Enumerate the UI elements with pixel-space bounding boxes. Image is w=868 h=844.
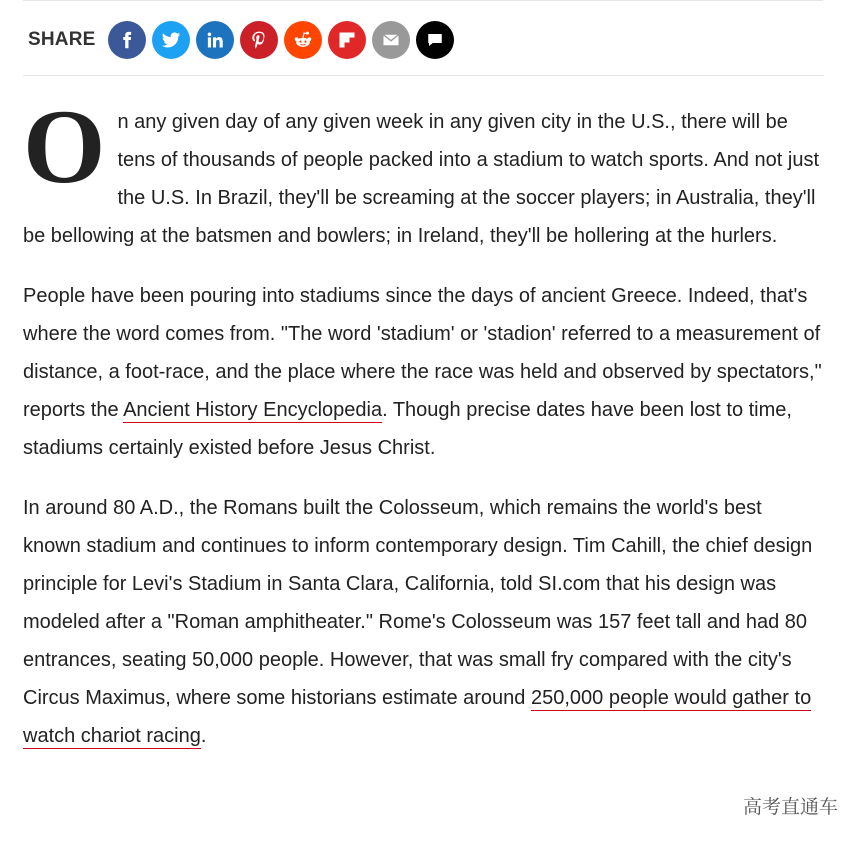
paragraph-intro-text: n any given day of any given week in any given city in the U.S., there will be tens of thousands of people packed into a stadium to watch sports. And not just the U.S. In Brazil, they'll be screaming at the soccer players; in Australia, they'll be bellowing at the batsmen and bowlers; in Ireland, they'll be hollering at the hurlers. [23,111,820,247]
flipboard-icon [338,31,356,49]
ancient-history-encyclopedia-link[interactable]: Ancient History Encyclopedia [123,399,383,421]
paragraph-colosseum-text: In around 80 A.D., the Romans built the Colosseum, which remains the world's best known stadium and continues to inform contemporary design. Tim Cahill, the chief design principle for Levi's Stadium in Santa Clara, California, told SI.com that his design was modeled after a "Roman amphitheater." Rome's Colosseum was 157 feet tall and had 80 entrances, seating 50,000 people. However, that was small fry compared with the city's Circus Maximus, where some historians estimate around [23,497,813,709]
reddit-icon [292,29,314,51]
twitter-share-button[interactable] [152,21,190,59]
comment-icon [426,31,444,49]
flipboard-share-button[interactable] [328,21,366,59]
linkedin-share-button[interactable] [196,21,234,59]
reddit-share-button[interactable] [284,21,322,59]
share-label: SHARE [28,29,96,50]
email-share-button[interactable] [372,21,410,59]
facebook-icon [118,31,136,49]
share-bar [28,20,460,60]
comment-share-button[interactable] [416,21,454,59]
paragraph-greece [23,277,823,467]
drop-cap: O [23,88,106,205]
paragraph-intro [23,88,823,255]
watermark: 高考直通车 [743,792,838,819]
chariot-racing-link[interactable]: 250,000 people would gather to watch chariot racing [23,687,812,747]
linkedin-icon [206,31,224,49]
twitter-icon [161,30,181,50]
pinterest-share-button[interactable] [240,21,278,59]
email-icon [382,31,400,49]
paragraph-colosseum [23,489,823,755]
top-divider [23,0,823,1]
paragraph-greece-text-end: . Though precise dates have been lost to time, stadiums certainly existed before Jesus Christ. [23,399,792,459]
paragraph-colosseum-text-end: . [200,725,207,747]
facebook-share-button[interactable] [108,21,146,59]
pinterest-icon [249,30,269,50]
article-body [23,88,823,777]
paragraph-greece-text: People have been pouring into stadiums since the days of ancient Greece. Indeed, that's where the word comes from. "The word 'stadium' or 'stadion' referred to a measurement of distance, a foot-race, and the place where the race was held and observed by spectators," reports the [23,285,822,421]
share-divider [23,75,823,76]
